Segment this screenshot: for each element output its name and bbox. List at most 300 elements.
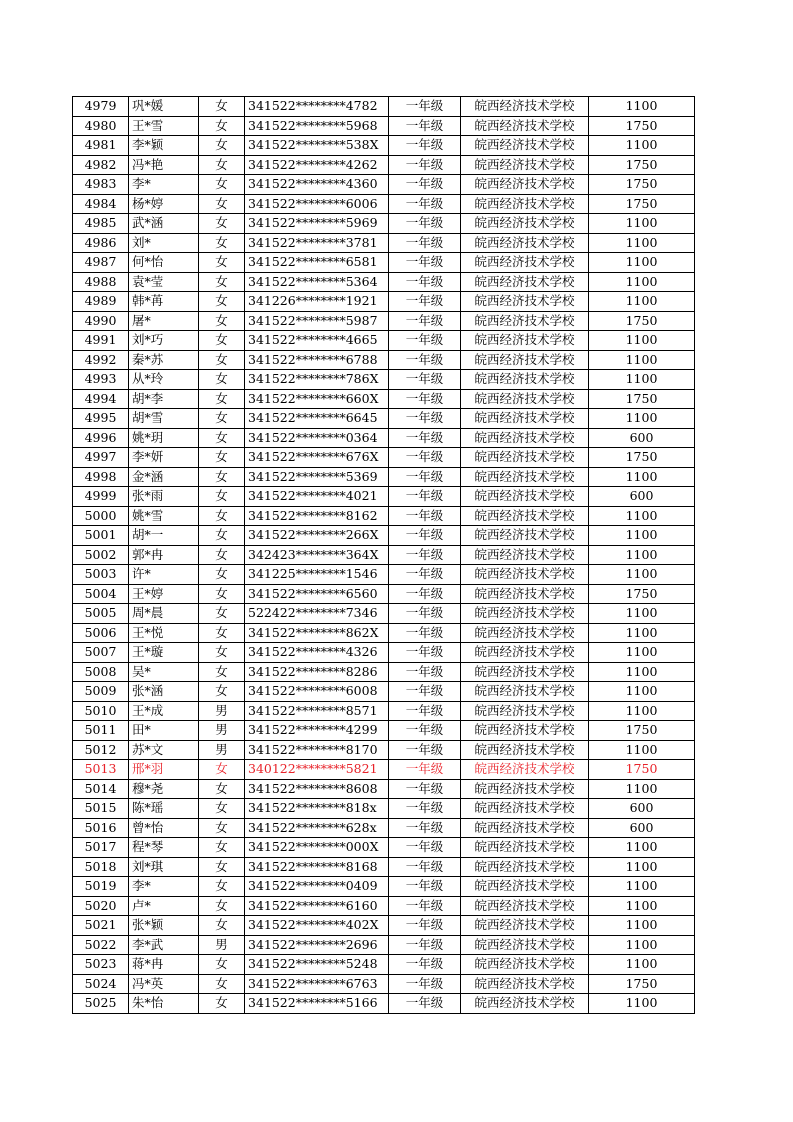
table-row <box>73 916 695 936</box>
row-number-cell: 4998 <box>73 467 129 487</box>
school-cell: 皖西经济技术学校 <box>461 370 589 390</box>
table-row <box>73 292 695 312</box>
amount-cell: 1100 <box>589 916 695 936</box>
id-number-cell: 341522********402X <box>245 916 389 936</box>
amount-cell: 1750 <box>589 194 695 214</box>
amount-cell: 1100 <box>589 292 695 312</box>
gender-cell: 女 <box>199 428 245 448</box>
row-number-cell: 4991 <box>73 331 129 351</box>
school-cell: 皖西经济技术学校 <box>461 194 589 214</box>
grade-cell: 一年级 <box>389 935 461 955</box>
school-cell: 皖西经济技术学校 <box>461 721 589 741</box>
gender-cell: 女 <box>199 292 245 312</box>
grade-cell: 一年级 <box>389 292 461 312</box>
grade-cell: 一年级 <box>389 623 461 643</box>
school-cell: 皖西经济技术学校 <box>461 116 589 136</box>
school-cell: 皖西经济技术学校 <box>461 584 589 604</box>
school-cell: 皖西经济技术学校 <box>461 136 589 156</box>
gender-cell: 女 <box>199 955 245 975</box>
amount-cell: 1750 <box>589 116 695 136</box>
grade-cell: 一年级 <box>389 389 461 409</box>
table-row <box>73 935 695 955</box>
id-number-cell: 341522********6006 <box>245 194 389 214</box>
amount-cell: 1750 <box>589 175 695 195</box>
student-name-cell: 王*悦 <box>129 623 199 643</box>
table-row <box>73 214 695 234</box>
row-number-cell: 5015 <box>73 799 129 819</box>
amount-cell: 1100 <box>589 467 695 487</box>
row-number-cell: 4987 <box>73 253 129 273</box>
school-cell: 皖西经济技术学校 <box>461 175 589 195</box>
amount-cell: 1750 <box>589 584 695 604</box>
gender-cell: 女 <box>199 487 245 507</box>
id-number-cell: 341522********0364 <box>245 428 389 448</box>
row-number-cell: 5016 <box>73 818 129 838</box>
school-cell: 皖西经济技术学校 <box>461 935 589 955</box>
table-row <box>73 877 695 897</box>
student-name-cell: 胡*李 <box>129 389 199 409</box>
table-row <box>73 136 695 156</box>
id-number-cell: 341522********4021 <box>245 487 389 507</box>
id-number-cell: 341522********6560 <box>245 584 389 604</box>
amount-cell: 600 <box>589 818 695 838</box>
row-number-cell: 5003 <box>73 565 129 585</box>
id-number-cell: 522422********7346 <box>245 604 389 624</box>
school-cell: 皖西经济技术学校 <box>461 467 589 487</box>
student-name-cell: 刘*琪 <box>129 857 199 877</box>
id-number-cell: 341522********5987 <box>245 311 389 331</box>
student-name-cell: 韩*苒 <box>129 292 199 312</box>
student-name-cell: 程*琴 <box>129 838 199 858</box>
table-row <box>73 721 695 741</box>
amount-cell: 1100 <box>589 662 695 682</box>
grade-cell: 一年级 <box>389 565 461 585</box>
id-number-cell: 341522********5968 <box>245 116 389 136</box>
grade-cell: 一年级 <box>389 175 461 195</box>
grade-cell: 一年级 <box>389 838 461 858</box>
gender-cell: 女 <box>199 155 245 175</box>
table-row <box>73 487 695 507</box>
row-number-cell: 4984 <box>73 194 129 214</box>
amount-cell: 1100 <box>589 896 695 916</box>
school-cell: 皖西经济技术学校 <box>461 896 589 916</box>
student-name-cell: 李*妍 <box>129 448 199 468</box>
row-number-cell: 4988 <box>73 272 129 292</box>
gender-cell: 女 <box>199 877 245 897</box>
id-number-cell: 341225********1546 <box>245 565 389 585</box>
table-row <box>73 799 695 819</box>
amount-cell: 1100 <box>589 740 695 760</box>
gender-cell: 女 <box>199 175 245 195</box>
table-row <box>73 760 695 780</box>
student-name-cell: 从*玲 <box>129 370 199 390</box>
student-name-cell: 王*婷 <box>129 584 199 604</box>
amount-cell: 600 <box>589 799 695 819</box>
student-name-cell: 许* <box>129 565 199 585</box>
school-cell: 皖西经济技术学校 <box>461 779 589 799</box>
student-name-cell: 冯*艳 <box>129 155 199 175</box>
table-row <box>73 838 695 858</box>
id-number-cell: 341522********4326 <box>245 643 389 663</box>
id-number-cell: 341226********1921 <box>245 292 389 312</box>
gender-cell: 女 <box>199 857 245 877</box>
row-number-cell: 4980 <box>73 116 129 136</box>
id-number-cell: 341522********4299 <box>245 721 389 741</box>
row-number-cell: 4999 <box>73 487 129 507</box>
row-number-cell: 4996 <box>73 428 129 448</box>
school-cell: 皖西经济技术学校 <box>461 331 589 351</box>
table-row <box>73 253 695 273</box>
id-number-cell: 341522********8162 <box>245 506 389 526</box>
id-number-cell: 341522********2696 <box>245 935 389 955</box>
row-number-cell: 5018 <box>73 857 129 877</box>
id-number-cell: 341522********818x <box>245 799 389 819</box>
row-number-cell: 5017 <box>73 838 129 858</box>
row-number-cell: 5000 <box>73 506 129 526</box>
grade-cell: 一年级 <box>389 253 461 273</box>
amount-cell: 1100 <box>589 233 695 253</box>
row-number-cell: 5012 <box>73 740 129 760</box>
grade-cell: 一年级 <box>389 409 461 429</box>
gender-cell: 女 <box>199 682 245 702</box>
gender-cell: 女 <box>199 448 245 468</box>
amount-cell: 1100 <box>589 877 695 897</box>
gender-cell: 女 <box>199 916 245 936</box>
id-number-cell: 341522********8168 <box>245 857 389 877</box>
amount-cell: 600 <box>589 428 695 448</box>
student-name-cell: 冯*英 <box>129 974 199 994</box>
gender-cell: 女 <box>199 662 245 682</box>
id-number-cell: 341522********4360 <box>245 175 389 195</box>
grade-cell: 一年级 <box>389 818 461 838</box>
school-cell: 皖西经济技术学校 <box>461 155 589 175</box>
grade-cell: 一年级 <box>389 136 461 156</box>
table-row <box>73 818 695 838</box>
id-number-cell: 341522********6160 <box>245 896 389 916</box>
row-number-cell: 4994 <box>73 389 129 409</box>
table-row <box>73 662 695 682</box>
gender-cell: 女 <box>199 818 245 838</box>
row-number-cell: 4981 <box>73 136 129 156</box>
grade-cell: 一年级 <box>389 448 461 468</box>
row-number-cell: 5013 <box>73 760 129 780</box>
gender-cell: 女 <box>199 623 245 643</box>
grade-cell: 一年级 <box>389 662 461 682</box>
grade-cell: 一年级 <box>389 506 461 526</box>
student-name-cell: 李* <box>129 877 199 897</box>
student-name-cell: 武*涵 <box>129 214 199 234</box>
amount-cell: 1750 <box>589 311 695 331</box>
row-number-cell: 4993 <box>73 370 129 390</box>
grade-cell: 一年级 <box>389 682 461 702</box>
grade-cell: 一年级 <box>389 331 461 351</box>
table-row <box>73 506 695 526</box>
student-name-cell: 田* <box>129 721 199 741</box>
id-number-cell: 341522********8571 <box>245 701 389 721</box>
school-cell: 皖西经济技术学校 <box>461 350 589 370</box>
amount-cell: 1100 <box>589 409 695 429</box>
school-cell: 皖西经济技术学校 <box>461 604 589 624</box>
table-row <box>73 701 695 721</box>
table-body <box>73 97 695 1014</box>
gender-cell: 女 <box>199 779 245 799</box>
gender-cell: 女 <box>199 272 245 292</box>
grade-cell: 一年级 <box>389 350 461 370</box>
row-number-cell: 4995 <box>73 409 129 429</box>
school-cell: 皖西经济技术学校 <box>461 916 589 936</box>
gender-cell: 女 <box>199 253 245 273</box>
grade-cell: 一年级 <box>389 467 461 487</box>
student-name-cell: 穆*尧 <box>129 779 199 799</box>
student-name-cell: 胡*一 <box>129 526 199 546</box>
table-row <box>73 350 695 370</box>
table-row <box>73 116 695 136</box>
grade-cell: 一年级 <box>389 701 461 721</box>
amount-cell: 1100 <box>589 370 695 390</box>
gender-cell: 女 <box>199 994 245 1014</box>
student-name-cell: 李*武 <box>129 935 199 955</box>
id-number-cell: 341522********0409 <box>245 877 389 897</box>
grade-cell: 一年级 <box>389 370 461 390</box>
table-row <box>73 740 695 760</box>
id-number-cell: 341522********6788 <box>245 350 389 370</box>
id-number-cell: 340122********5821 <box>245 760 389 780</box>
amount-cell: 1750 <box>589 974 695 994</box>
gender-cell: 女 <box>199 389 245 409</box>
grade-cell: 一年级 <box>389 545 461 565</box>
amount-cell: 1100 <box>589 955 695 975</box>
amount-cell: 1100 <box>589 701 695 721</box>
grade-cell: 一年级 <box>389 584 461 604</box>
amount-cell: 1100 <box>589 643 695 663</box>
amount-cell: 1100 <box>589 272 695 292</box>
id-number-cell: 341522********8170 <box>245 740 389 760</box>
table-row <box>73 682 695 702</box>
id-number-cell: 341522********6645 <box>245 409 389 429</box>
table-row <box>73 428 695 448</box>
table-row <box>73 896 695 916</box>
id-number-cell: 341522********5166 <box>245 994 389 1014</box>
amount-cell: 1100 <box>589 565 695 585</box>
row-number-cell: 5007 <box>73 643 129 663</box>
row-number-cell: 4990 <box>73 311 129 331</box>
row-number-cell: 4997 <box>73 448 129 468</box>
table-row <box>73 370 695 390</box>
amount-cell: 1100 <box>589 350 695 370</box>
amount-cell: 1750 <box>589 721 695 741</box>
school-cell: 皖西经济技术学校 <box>461 877 589 897</box>
gender-cell: 男 <box>199 701 245 721</box>
school-cell: 皖西经济技术学校 <box>461 760 589 780</box>
id-number-cell: 341522********786X <box>245 370 389 390</box>
gender-cell: 女 <box>199 311 245 331</box>
table-row <box>73 233 695 253</box>
gender-cell: 女 <box>199 97 245 117</box>
grade-cell: 一年级 <box>389 97 461 117</box>
row-number-cell: 5004 <box>73 584 129 604</box>
gender-cell: 女 <box>199 467 245 487</box>
table-row <box>73 194 695 214</box>
student-name-cell: 周*晨 <box>129 604 199 624</box>
table-row <box>73 857 695 877</box>
row-number-cell: 5001 <box>73 526 129 546</box>
school-cell: 皖西经济技术学校 <box>461 97 589 117</box>
grade-cell: 一年级 <box>389 974 461 994</box>
table-row <box>73 97 695 117</box>
grade-cell: 一年级 <box>389 272 461 292</box>
amount-cell: 600 <box>589 487 695 507</box>
amount-cell: 1750 <box>589 155 695 175</box>
gender-cell: 男 <box>199 721 245 741</box>
amount-cell: 1100 <box>589 994 695 1014</box>
amount-cell: 1100 <box>589 331 695 351</box>
id-number-cell: 342423********364X <box>245 545 389 565</box>
table-row <box>73 623 695 643</box>
grade-cell: 一年级 <box>389 916 461 936</box>
gender-cell: 女 <box>199 409 245 429</box>
amount-cell: 1750 <box>589 389 695 409</box>
student-subsidy-table <box>72 96 695 1014</box>
school-cell: 皖西经济技术学校 <box>461 955 589 975</box>
table-row <box>73 526 695 546</box>
row-number-cell: 4989 <box>73 292 129 312</box>
gender-cell: 女 <box>199 760 245 780</box>
row-number-cell: 5002 <box>73 545 129 565</box>
grade-cell: 一年级 <box>389 877 461 897</box>
id-number-cell: 341522********3781 <box>245 233 389 253</box>
student-name-cell: 何*怡 <box>129 253 199 273</box>
amount-cell: 1100 <box>589 545 695 565</box>
school-cell: 皖西经济技术学校 <box>461 643 589 663</box>
school-cell: 皖西经济技术学校 <box>461 428 589 448</box>
gender-cell: 女 <box>199 350 245 370</box>
amount-cell: 1100 <box>589 253 695 273</box>
grade-cell: 一年级 <box>389 604 461 624</box>
table-row <box>73 565 695 585</box>
student-name-cell: 张*雨 <box>129 487 199 507</box>
grade-cell: 一年级 <box>389 155 461 175</box>
row-number-cell: 5025 <box>73 994 129 1014</box>
gender-cell: 女 <box>199 370 245 390</box>
amount-cell: 1100 <box>589 97 695 117</box>
amount-cell: 1100 <box>589 623 695 643</box>
id-number-cell: 341522********4665 <box>245 331 389 351</box>
gender-cell: 女 <box>199 565 245 585</box>
student-name-cell: 李* <box>129 175 199 195</box>
gender-cell: 女 <box>199 545 245 565</box>
student-name-cell: 苏*文 <box>129 740 199 760</box>
table-row <box>73 584 695 604</box>
grade-cell: 一年级 <box>389 740 461 760</box>
table-row <box>73 175 695 195</box>
school-cell: 皖西经济技术学校 <box>461 389 589 409</box>
grade-cell: 一年级 <box>389 857 461 877</box>
school-cell: 皖西经济技术学校 <box>461 409 589 429</box>
student-name-cell: 杨*婷 <box>129 194 199 214</box>
school-cell: 皖西经济技术学校 <box>461 662 589 682</box>
student-name-cell: 巩*媛 <box>129 97 199 117</box>
row-number-cell: 4979 <box>73 97 129 117</box>
grade-cell: 一年级 <box>389 428 461 448</box>
table-row <box>73 994 695 1014</box>
grade-cell: 一年级 <box>389 194 461 214</box>
grade-cell: 一年级 <box>389 896 461 916</box>
student-name-cell: 李*颖 <box>129 136 199 156</box>
table-row <box>73 643 695 663</box>
gender-cell: 女 <box>199 604 245 624</box>
school-cell: 皖西经济技术学校 <box>461 526 589 546</box>
school-cell: 皖西经济技术学校 <box>461 448 589 468</box>
amount-cell: 1100 <box>589 935 695 955</box>
grade-cell: 一年级 <box>389 994 461 1014</box>
row-number-cell: 5009 <box>73 682 129 702</box>
amount-cell: 1750 <box>589 760 695 780</box>
table-row <box>73 272 695 292</box>
school-cell: 皖西经济技术学校 <box>461 974 589 994</box>
student-name-cell: 邢*羽 <box>129 760 199 780</box>
id-number-cell: 341522********8608 <box>245 779 389 799</box>
school-cell: 皖西经济技术学校 <box>461 487 589 507</box>
amount-cell: 1100 <box>589 604 695 624</box>
gender-cell: 女 <box>199 896 245 916</box>
id-number-cell: 341522********6581 <box>245 253 389 273</box>
grade-cell: 一年级 <box>389 779 461 799</box>
table-row <box>73 448 695 468</box>
grade-cell: 一年级 <box>389 760 461 780</box>
id-number-cell: 341522********4262 <box>245 155 389 175</box>
student-name-cell: 秦*苏 <box>129 350 199 370</box>
table-row <box>73 955 695 975</box>
row-number-cell: 5005 <box>73 604 129 624</box>
student-name-cell: 刘* <box>129 233 199 253</box>
student-name-cell: 朱*怡 <box>129 994 199 1014</box>
row-number-cell: 5023 <box>73 955 129 975</box>
student-name-cell: 王*成 <box>129 701 199 721</box>
student-name-cell: 张*颖 <box>129 916 199 936</box>
school-cell: 皖西经济技术学校 <box>461 682 589 702</box>
school-cell: 皖西经济技术学校 <box>461 272 589 292</box>
table-row <box>73 389 695 409</box>
gender-cell: 女 <box>199 584 245 604</box>
id-number-cell: 341522********5369 <box>245 467 389 487</box>
table-row <box>73 409 695 429</box>
id-number-cell: 341522********676X <box>245 448 389 468</box>
student-name-cell: 金*涵 <box>129 467 199 487</box>
gender-cell: 女 <box>199 526 245 546</box>
id-number-cell: 341522********5248 <box>245 955 389 975</box>
gender-cell: 女 <box>199 194 245 214</box>
school-cell: 皖西经济技术学校 <box>461 545 589 565</box>
table-row <box>73 604 695 624</box>
student-name-cell: 姚*雪 <box>129 506 199 526</box>
grade-cell: 一年级 <box>389 721 461 741</box>
student-name-cell: 张*涵 <box>129 682 199 702</box>
amount-cell: 1100 <box>589 136 695 156</box>
id-number-cell: 341522********4782 <box>245 97 389 117</box>
student-name-cell: 卢* <box>129 896 199 916</box>
grade-cell: 一年级 <box>389 526 461 546</box>
school-cell: 皖西经济技术学校 <box>461 565 589 585</box>
row-number-cell: 4982 <box>73 155 129 175</box>
student-name-cell: 郭*冉 <box>129 545 199 565</box>
amount-cell: 1100 <box>589 857 695 877</box>
school-cell: 皖西经济技术学校 <box>461 214 589 234</box>
amount-cell: 1100 <box>589 838 695 858</box>
gender-cell: 女 <box>199 331 245 351</box>
student-name-cell: 屠* <box>129 311 199 331</box>
amount-cell: 1100 <box>589 682 695 702</box>
amount-cell: 1750 <box>589 448 695 468</box>
